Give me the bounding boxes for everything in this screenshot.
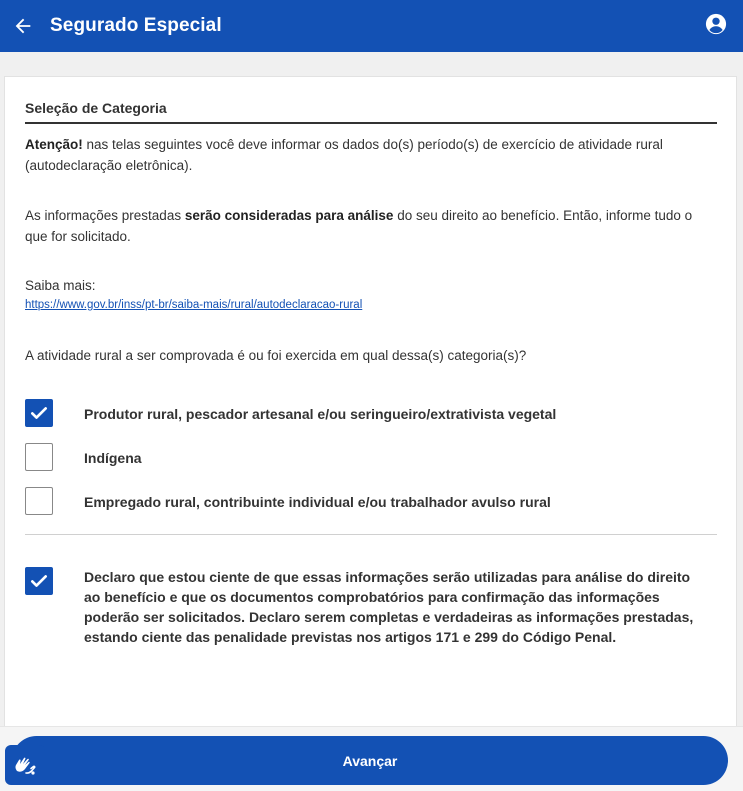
- avancar-button[interactable]: Avançar: [12, 736, 728, 785]
- app-header: [0, 0, 743, 52]
- option-empregado-rural[interactable]: [25, 487, 725, 515]
- declaration-consent[interactable]: [25, 567, 725, 647]
- option-indigena[interactable]: [25, 443, 725, 471]
- empregado-rural-checkbox[interactable]: [25, 487, 53, 515]
- section-title: Seleção de Categoria: [25, 100, 717, 124]
- indigena-label: Indígena: [84, 450, 142, 466]
- accessibility-button[interactable]: [5, 745, 45, 785]
- checkmark-icon: [29, 403, 49, 423]
- autodeclaracao-link[interactable]: https://www.gov.br/inss/pt-br/saiba-mais/rural/autodeclaracao-rural: [25, 299, 363, 311]
- category-question: A atividade rural a ser comprovada é ou foi exercida em qual dessa(s) categoria(s)?: [25, 348, 527, 363]
- info-text-bold: serão consideradas para análise: [184, 208, 394, 223]
- category-selection-card: [4, 76, 737, 726]
- info-text-end: do seu direito ao benefício. Então, informe tudo o que for solicitado.: [25, 208, 693, 244]
- arrow-left-icon: [12, 15, 34, 37]
- empregado-rural-label: Empregado rural, contribuinte individual e/ou trabalhador avulso rural: [84, 494, 551, 510]
- sign-language-icon: [11, 751, 39, 779]
- attention-label: Atenção!: [25, 137, 83, 152]
- produtor-rural-checkbox[interactable]: [25, 399, 53, 427]
- declaration-checkbox[interactable]: [25, 567, 53, 595]
- attention-paragraph: [25, 134, 717, 176]
- attention-text: nas telas seguintes você deve informar os dados do(s) período(s) de exercício de atividade rural (autodeclaração eletrônica).: [25, 137, 663, 173]
- info-paragraph: [25, 205, 717, 247]
- divider: [25, 534, 717, 535]
- back-button[interactable]: [0, 0, 46, 52]
- user-circle-icon: [705, 13, 727, 35]
- account-button[interactable]: [705, 13, 729, 37]
- indigena-checkbox[interactable]: [25, 443, 53, 471]
- checkmark-icon: [29, 571, 49, 591]
- declaration-text: Declaro que estou ciente de que essas informações serão utilizadas para análise do direito ao benefício e que os documentos comprobatórios para confirmação das informações poderão ser solicitados. Declaro serem completas e verdadeiras as informações prestadas, estando ciente das penalidade previstas nos artigos 171 e 299 do Código Penal.: [84, 569, 694, 645]
- produtor-rural-label: Produtor rural, pescador artesanal e/ou seringueiro/extrativista vegetal: [84, 406, 557, 422]
- info-text-start: As informações prestadas: [25, 208, 185, 223]
- page-title: Segurado Especial: [50, 15, 222, 36]
- saiba-mais-label: Saiba mais:: [25, 278, 96, 293]
- option-produtor-rural[interactable]: [25, 399, 725, 427]
